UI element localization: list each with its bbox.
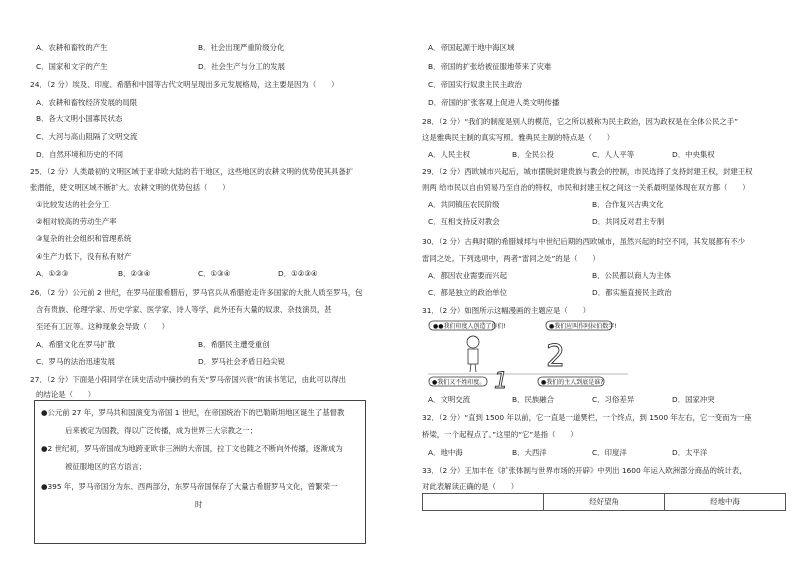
q29-option-a: A．共同镇压农民阶级 [428, 200, 500, 209]
q28-stem-line2: 这是雅典民主制的真实写照。雅典民主制的特点是（ ） [422, 133, 615, 142]
q25-item-4: ④生产力低下，没有私有财产 [36, 252, 132, 261]
q30-option-c: C．都是独立的政治单位 [428, 288, 508, 297]
bubble-4-text: ●我们的主人到底是谁? [541, 379, 604, 386]
q31-option-c: C．习俗差异 [592, 395, 635, 404]
q26-option-c: C．罗马的法治迅速发展 [36, 357, 116, 366]
q32-option-d: D．太平洋 [672, 448, 708, 457]
reading-notes-box [34, 400, 366, 544]
note-3-line2: 时 [195, 500, 203, 509]
q32-option-b: B．大西洋 [512, 448, 547, 457]
q25-item-3: ③复杂的社会组织和管理系统 [36, 234, 132, 243]
q28-option-c: C．人人平等 [592, 150, 635, 159]
goods-statistics-table [422, 493, 786, 511]
q33-stem-line1: 33．（2 分）王加丰在《扩张体制与世界市场的开辟》中列出 1600 年运入欧洲部分商品的统计表， [422, 466, 747, 475]
q25-stem-line2: 张潜能，使文明区域不断扩大。农耕文明的优势包括（ ） [30, 183, 230, 192]
q27-option-c: C．帝国实行奴隶主民主政治 [428, 80, 522, 89]
q23-option-c: C．国家和文字的产生 [36, 62, 108, 71]
indian-figure-icon [467, 336, 479, 372]
q32-stem-line2: 桥梁，一个起程点了。”这里的“它”是指（ ） [422, 430, 578, 439]
q25-stem-line1: 25．（2 分）人类最初的文明区域于亚非欧大陆的若干地区，这些地区的农耕文明的优势使其具备扩 [30, 167, 354, 176]
q26-stem-line2: 含有贵族、伦理学家、历史学家、医学家、诗人等学，此外还有大量的奴隶、杂技演员，甚 [36, 305, 332, 314]
q31-stem: 31．（2 分）如图所示这幅漫画的主题应是（ ） [422, 306, 590, 315]
q30-option-a: A．都因农业需要而兴起 [428, 271, 507, 280]
q24-option-c: C．大河与高山阻隔了文明交流 [36, 132, 138, 141]
numerals-cartoon [428, 318, 628, 390]
q29-option-b: B．合作复兴古典文化 [592, 200, 664, 209]
note-1-line1: ●公元前 27 年，罗马共和国演变为帝国 1 世纪，在帝国统治下的巴勒斯坦地区诞生了基督教 [41, 408, 345, 417]
table-header-cape-route: 经好望角 [543, 494, 664, 510]
q26-option-a: A．希腊文化在罗马扩散 [36, 340, 115, 349]
q32-stem-line1: 32．（2 分）“直到 1500 年以前，它一直是一道樊栏，一个终点，到 1500 年左右，它一变而为一座 [422, 413, 752, 422]
q31-option-d: D．国家冲突 [672, 395, 715, 404]
q32-option-a: A．地中海 [428, 448, 463, 457]
q25-option-c: C．①③④ [198, 269, 231, 278]
q28-option-b: B．全民公投 [512, 150, 555, 159]
q29-stem-line2: 则两 给市民以自由贸易乃至自治的特权，市民和封建王权之间这一关系最明显体现在双方都（ ） [422, 183, 750, 192]
table-header-blank [423, 494, 543, 510]
q24-option-d: D．自然环境和历史的不同 [36, 150, 123, 159]
bubble-1-text: ●●我们印度人创造了你们! [433, 323, 506, 330]
q28-option-a: A．人民主权 [428, 150, 471, 159]
q29-stem-line1: 29．（2 分）西欧城市兴起后，城市摆脱封建贵族与教会的控制，市民选择了支持封建王权，封建王权 [422, 167, 753, 176]
q27-option-b: B．帝国的扩张给被征服地带来了灾难 [428, 62, 552, 71]
q25-item-1: ①比较发达的社会分工 [36, 200, 110, 209]
q26-option-d: D．罗马社会矛盾日趋尖锐 [198, 357, 285, 366]
q27-stem-line2: 的结论是（ ） [36, 390, 96, 399]
q28-stem-line1: 28．（2 分）“我们的制度是别人的模范，它之所以被称为民主政治，因为政权是在全体公民之手” [422, 117, 739, 126]
q27-stem-line1: 27．（2 分）下面是小阳同学在读史活动中摘抄的有关“罗马帝国兴衰”的读书笔记，由此可以得出 [30, 375, 347, 384]
numeral-one-figure: 1 [494, 369, 508, 390]
table-header-mediterranean-route: 经地中海 [664, 494, 785, 510]
q23-option-d: D．社会生产与分工的发展 [198, 62, 285, 71]
q28-option-d: D．中央集权 [672, 150, 715, 159]
q26-stem-line3: 至还有工匠等。这种现象会导致（ ） [36, 322, 170, 331]
note-3-line1: ●395 年，罗马帝国分为东、西两部分，东罗马帝国保存了大量古希腊罗马文化，曾繁荣一 [41, 482, 338, 491]
q25-option-a: A．①②③ [36, 269, 69, 278]
q26-stem-line1: 26．（2 分）公元前 2 世纪，在罗马征服希腊后，罗马官兵从希腊抢走许多国家的大批人质至罗马，包 [30, 288, 363, 297]
q24-option-a: A．农耕和畜牧经济发展的局限 [36, 98, 138, 107]
q30-option-d: D．都实施直接民主政治 [592, 288, 672, 297]
q23-option-a: A．农耕和畜牧的产生 [36, 43, 108, 52]
q33-stem-line2: 对此表解读正确的是（ ） [422, 482, 519, 491]
q27-option-a: A．帝国起源于地中海区域 [428, 43, 515, 52]
q24-option-b: B．各大文明小国寡民状态 [36, 114, 123, 123]
note-1-line2: 后来被定为国教，得以广泛传播，成为世界三大宗教之一； [65, 426, 258, 435]
q31-option-b: B．民族融合 [512, 395, 555, 404]
q24-stem: 24．（2 分）埃及、印度、希腊和中国等古代文明呈现出多元发展格局，这主要是因为（ ） [30, 80, 339, 89]
q30-option-b: B．公民都以商人为主体 [592, 271, 671, 280]
q27-option-d: D．帝国的扩张客观上促进人类文明传播 [428, 98, 560, 107]
q25-option-d: D．①②③④ [278, 269, 318, 278]
q25-option-b: B．②③④ [118, 269, 151, 278]
numeral-two-figure: 2 [546, 339, 566, 374]
bubble-2-text: ●我们应叫作阿拉伯数字! [549, 323, 617, 330]
q29-option-d: D．共同反对君主专制 [592, 217, 665, 226]
q26-option-b: B．希腊民主遭受重创 [198, 340, 270, 349]
q32-option-c: C．印度洋 [592, 448, 627, 457]
note-2-line2: 被征服地区的官方语言； [65, 462, 147, 471]
note-2-line1: ●2 世纪初，罗马帝国成为地跨亚欧非三洲的大帝国，拉丁文也随之不断向外传播，逐渐成为 [41, 444, 343, 453]
q25-item-2: ②相对较高的劳动生产率 [36, 217, 117, 226]
bubble-3-text: ●我们又不姓印度。 [432, 379, 486, 386]
q30-stem-line2: 雷同之处。下列选项中，两者“雷同之处”的是（ ） [422, 254, 600, 263]
q23-option-b: B．社会出现严重阶级分化 [198, 43, 285, 52]
q31-option-a: A．文明交流 [428, 395, 471, 404]
q29-option-c: C．互相支持反对教会 [428, 217, 500, 226]
q30-stem-line1: 30．（2 分）古典时期的希腊城邦与中世纪后期的西欧城市，虽然兴起的时空不同，其发展都有不少 [422, 237, 746, 246]
